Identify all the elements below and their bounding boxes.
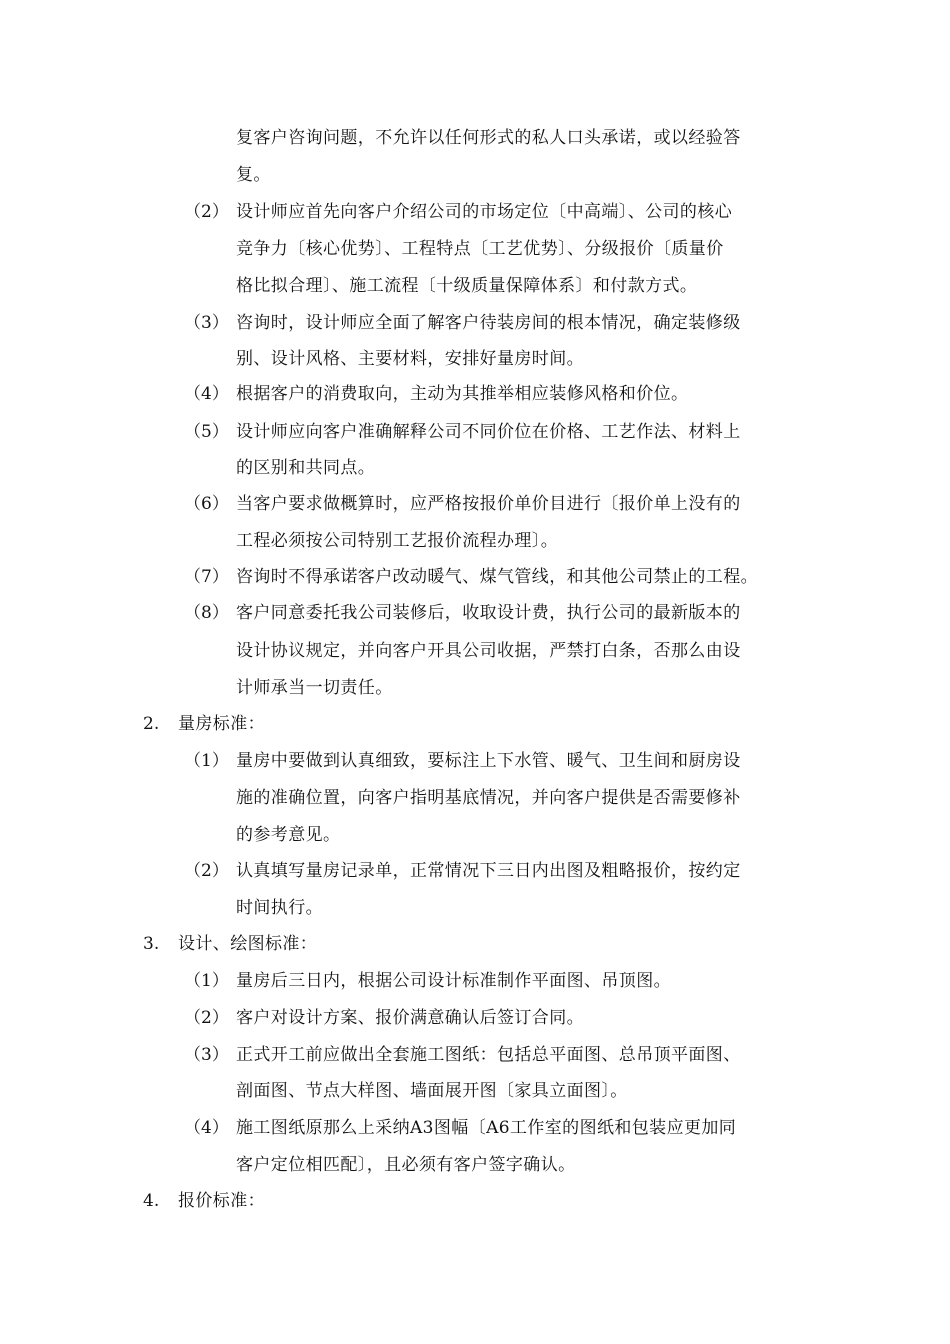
section-title: 设计、绘图标准： xyxy=(178,934,318,954)
item-marker: （6） xyxy=(184,494,229,514)
paragraph-line: 量房中要做到认真细致，要标注上下水管、暖气、卫生间和厨房设 xyxy=(236,751,741,771)
paragraph-line: 的参考意见。 xyxy=(236,825,341,845)
item-marker: （8） xyxy=(184,603,229,623)
paragraph-line: 设计师应首先向客户介绍公司的市场定位〔中高端〕、公司的核心 xyxy=(236,202,733,222)
paragraph-line: 客户定位相匹配〕，且必须有客户签字确认。 xyxy=(236,1155,576,1175)
section-number: 2. xyxy=(143,714,160,734)
paragraph-line: 当客户要求做概算时，应严格按报价单价目进行〔报价单上没有的 xyxy=(236,494,741,514)
item-marker: （4） xyxy=(184,1118,229,1138)
item-marker: （2） xyxy=(184,202,229,222)
paragraph-line: 计师承当一切责任。 xyxy=(236,678,393,698)
paragraph-line: 时间执行。 xyxy=(236,898,323,918)
paragraph-line: 工程必须按公司特别工艺报价流程办理〕。 xyxy=(236,531,559,551)
section-number: 3. xyxy=(143,934,160,954)
item-marker: （5） xyxy=(184,422,229,442)
paragraph-line: 设计师应向客户准确解释公司不同价位在价格、工艺作法、材料上 xyxy=(236,422,741,442)
paragraph-line: 格比拟合理〕、施工流程〔十级质量保障体系〕和付款方式。 xyxy=(236,276,698,296)
paragraph-line: 客户同意委托我公司装修后，收取设计费，执行公司的最新版本的 xyxy=(236,603,741,623)
paragraph-line: 竞争力〔核心优势〕、工程特点〔工艺优势〕、分级报价〔质量价 xyxy=(236,239,724,259)
section-number: 4. xyxy=(143,1191,160,1211)
paragraph-line: 咨询时不得承诺客户改动暖气、煤气管线，和其他公司禁止的工程。 xyxy=(236,567,758,587)
paragraph-line: 复客户咨询问题，不允许以任何形式的私人口头承诺，或以经验答 xyxy=(236,128,741,148)
paragraph-line: 客户对设计方案、报价满意确认后签订合同。 xyxy=(236,1008,584,1028)
item-marker: （4） xyxy=(184,384,229,404)
section-title: 报价标准： xyxy=(178,1191,265,1211)
paragraph-line: 施的准确位置，向客户指明基底情况，并向客户提供是否需要修补 xyxy=(236,788,741,808)
item-marker: （2） xyxy=(184,1008,229,1028)
paragraph-line: 设计协议规定，并向客户开具公司收据，严禁打白条，否那么由设 xyxy=(236,641,741,661)
paragraph-line: 的区别和共同点。 xyxy=(236,458,376,478)
section-title: 量房标准： xyxy=(178,714,265,734)
item-marker: （7） xyxy=(184,567,229,587)
paragraph-line: 正式开工前应做出全套施工图纸：包括总平面图、总吊顶平面图、 xyxy=(236,1045,741,1065)
paragraph-line: 量房后三日内，根据公司设计标准制作平面图、吊顶图。 xyxy=(236,971,671,991)
paragraph-line: 根据客户的消费取向，主动为其推举相应装修风格和价位。 xyxy=(236,384,689,404)
paragraph-line: 复。 xyxy=(236,165,271,185)
item-marker: （3） xyxy=(184,1045,229,1065)
item-marker: （1） xyxy=(184,751,229,771)
paragraph-line: 别、设计风格、主要材料，安排好量房时间。 xyxy=(236,349,584,369)
paragraph-line: 剖面图、节点大样图、墙面展开图〔家具立面图〕。 xyxy=(236,1081,628,1101)
paragraph-line: 咨询时，设计师应全面了解客户待装房间的根本情况，确定装修级 xyxy=(236,313,741,333)
item-marker: （1） xyxy=(184,971,229,991)
paragraph-line: 施工图纸原那么上采纳A3图幅〔A6工作室的图纸和包装应更加同 xyxy=(236,1118,737,1138)
item-marker: （2） xyxy=(184,861,229,881)
item-marker: （3） xyxy=(184,313,229,333)
paragraph-line: 认真填写量房记录单，正常情况下三日内出图及粗略报价，按约定 xyxy=(236,861,741,881)
